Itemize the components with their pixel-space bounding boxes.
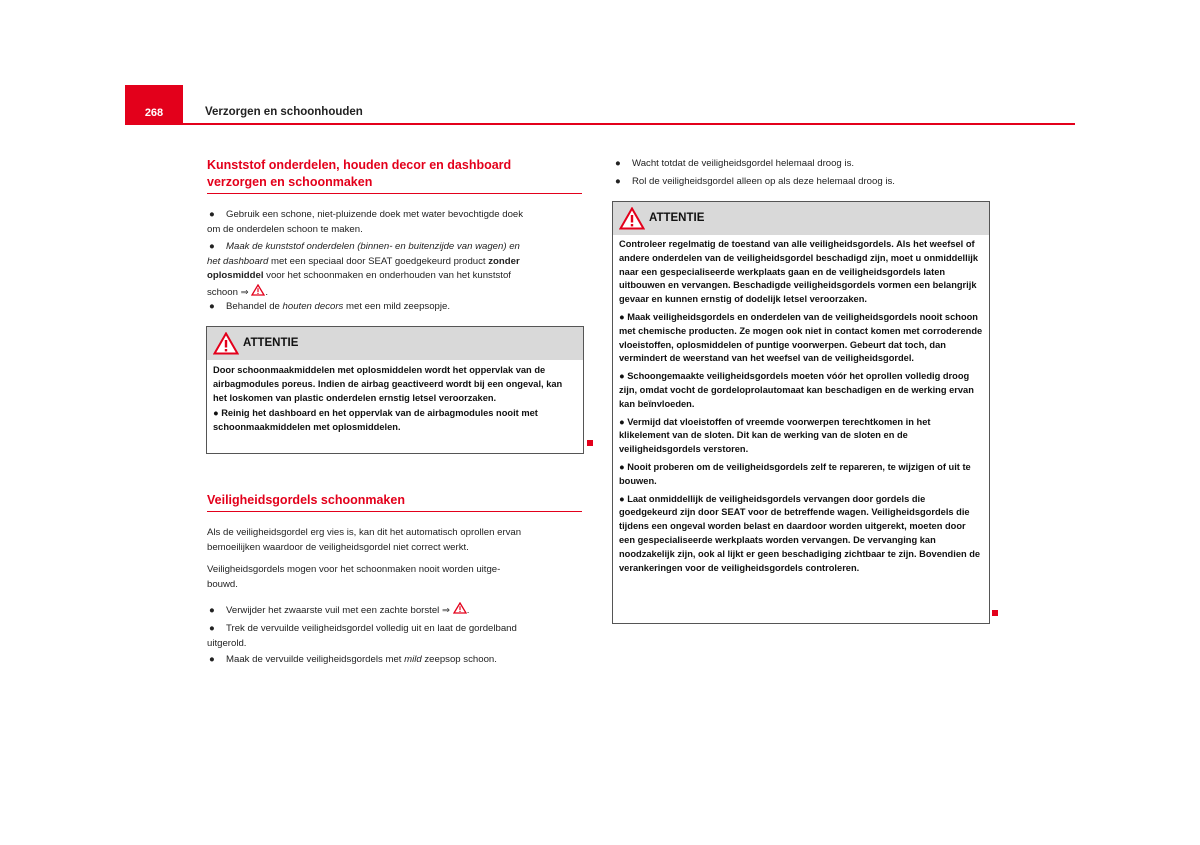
text: Rol de veiligheidsgordel alleen op als deze helemaal droog is. [632, 176, 895, 187]
end-marker [992, 610, 998, 616]
warning-text: ● Reinig het dashboard en het oppervlak van de airbagmodules nooit met schoonmaakmiddelen met oplosmiddelen. [213, 407, 538, 432]
section-title-seatbelts: Veiligheidsgordels schoonmaken [207, 493, 405, 507]
end-marker [587, 440, 593, 446]
list-item [613, 175, 993, 190]
warning-header [613, 202, 989, 235]
warning-body [613, 235, 989, 578]
warning-triangle-icon [619, 207, 645, 230]
page-number: 268 [144, 107, 164, 119]
page-number-tab [125, 85, 183, 125]
section-rule [207, 511, 582, 512]
section-title-line: verzorgen en schoonmaken [207, 175, 373, 189]
list-item [207, 653, 587, 668]
warning-text: ● Laat onmiddellijk de veiligheidsgordels vervangen door gordels die goedgekeurd zijn door SEAT voor de betreffende wagen. Veiligheidsgordels die tijdens een ongeval worden belast en daardoor worden uitgerekt, moeten door een gespecialiseerde werkplaats worden vervangen. De vervanging kan noodzakelijk zijn, ook al lijkt er geen beschadiging zichtbaar te zijn. Bovendien de verankeringen voor de veiligheidsgordels controleren. [619, 493, 981, 573]
text: Gebruik een schone, niet-pluizende doek met water bevochtigde doek [226, 209, 524, 220]
text: Als de veiligheidsgordel erg vies is, kan dit het automatisch oprollen ervan [207, 527, 522, 538]
text: schoon ⇒ [207, 286, 249, 298]
warning-label: ATTENTIE [649, 212, 705, 224]
bullet-icon: ● [209, 623, 215, 634]
warning-triangle-icon [213, 332, 239, 355]
text: om de onderdelen schoon te maken. [207, 223, 363, 235]
text: uitgerold. [207, 637, 247, 649]
warning-box [206, 326, 584, 454]
section-title-plastics [207, 157, 511, 191]
text: Maak de vervuilde veiligheidsgordels met [226, 654, 405, 665]
text: Maak de kunststof onderdelen (binnen- en buitenzijde van wagen) en [226, 241, 520, 252]
warning-triangle-icon[interactable] [453, 602, 467, 614]
bullet-icon: ● [209, 301, 215, 312]
warning-text: Door schoonmaakmiddelen met oplosmiddelen wordt het oppervlak van de airbagmodules poreus. Indien de airbag geactiveerd wordt bij een ongeval, kan het loskomen van plastic onderdelen ernstig letsel veroorzaken. [213, 365, 563, 404]
text: Trek de vervuilde veiligheidsgordel volledig uit en laat de gordelband [226, 623, 517, 634]
warning-box [612, 201, 990, 624]
warning-label: ATTENTIE [243, 337, 299, 349]
bullet-icon: ● [615, 176, 621, 187]
text: mild [404, 654, 422, 665]
warning-body [207, 360, 583, 437]
list-item [207, 622, 587, 651]
text: Verwijder het zwaarste vuil met een zachte borstel ⇒ [226, 605, 451, 616]
text: met een mild zeepsopje. [343, 301, 451, 312]
header-rule [183, 123, 1075, 125]
warning-text: ● Schoongemaakte veiligheidsgordels moeten vóór het oprollen volledig droog zijn, omdat vocht de gordeloprolautomaat kan beschadigen en de werking ervan kan beïnvloeden. [619, 371, 974, 409]
section-rule [207, 193, 582, 194]
text: bouwd. [207, 578, 238, 590]
bullet-icon: ● [209, 605, 215, 616]
text: bemoeilijken waardoor de veiligheidsgordel niet correct werkt. [207, 541, 469, 553]
bullet-icon: ● [209, 654, 215, 665]
text: Behandel de [226, 301, 283, 312]
text: zonder [488, 255, 520, 267]
paragraph [207, 526, 587, 555]
bullet-icon: ● [209, 209, 215, 220]
warning-text: ● Nooit proberen om de veiligheidsgordels zelf te repareren, te wijzigen of uit te bouwen. [619, 461, 971, 486]
text: zeepsop schoon. [421, 654, 497, 665]
bullet-icon: ● [209, 241, 215, 252]
text: houten decors [282, 301, 344, 312]
text: Wacht totdat de veiligheidsgordel helemaal droog is. [632, 158, 855, 169]
text: Veiligheidsgordels mogen voor het schoonmaken nooit worden uitge- [207, 564, 501, 575]
warning-text: ● Maak veiligheidsgordels en onderdelen van de veiligheidsgordels nooit schoon met chemische producten. Ze mogen ook niet in contact komen met corroderende vloeistoffen, oplosmiddelen of puntige voorwerpen. Gebeurt dat toch, dan vermindert de weerstand van het weefsel van de veiligheidsgordel. [619, 311, 983, 364]
list-item: ● Verwijder het zwaarste vuil met een zachte borstel ⇒ . [207, 602, 587, 619]
section-title-line: Kunststof onderdelen, houden decor en dashboard [207, 158, 512, 172]
warning-header [207, 327, 583, 360]
list-item [613, 157, 993, 172]
warning-text: Controleer regelmatig de toestand van alle veiligheidsgordels. Als het weefsel of andere onderdelen van de veiligheidsgordel beschadigd zijn, moet u onmiddellijk naar een gespecialiseerde werkplaats gaan en de veiligheidsgordels laten uitbouwen en vervangen. Beschadigde veiligheidsgordels vormen een belangrijk gevaar en kunnen ernstig of dodelijk letsel veroorzaken. [619, 239, 979, 305]
list-item [207, 208, 587, 237]
warning-text: ● Vermijd dat vloeistoffen of vreemde voorwerpen terechtkomen in het klikelement van de sloten. Dit kan de werking van de sloten en de veiligheidsgordels verstoren. [619, 416, 931, 455]
text: voor het schoonmaken en onderhouden van het kunststof [263, 270, 511, 281]
text: oplosmiddel [207, 270, 264, 281]
text: met een speciaal door SEAT goedgekeurd product [268, 255, 489, 267]
list-item: ● Maak de kunststof onderdelen (binnen- en buitenzijde van wagen) en het dashboard met een speciaal door SEAT goedgekeurd product zonder oplosmiddel voor het schoonmaken en onderhouden van het kunststof schoon ⇒ . [207, 241, 520, 298]
list-item [207, 300, 587, 315]
paragraph [207, 563, 587, 592]
text: het dashboard [207, 255, 269, 267]
bullet-icon: ● [615, 158, 621, 169]
warning-triangle-icon[interactable] [251, 284, 265, 296]
chapter-title: Verzorgen en schoonhouden [205, 106, 363, 118]
